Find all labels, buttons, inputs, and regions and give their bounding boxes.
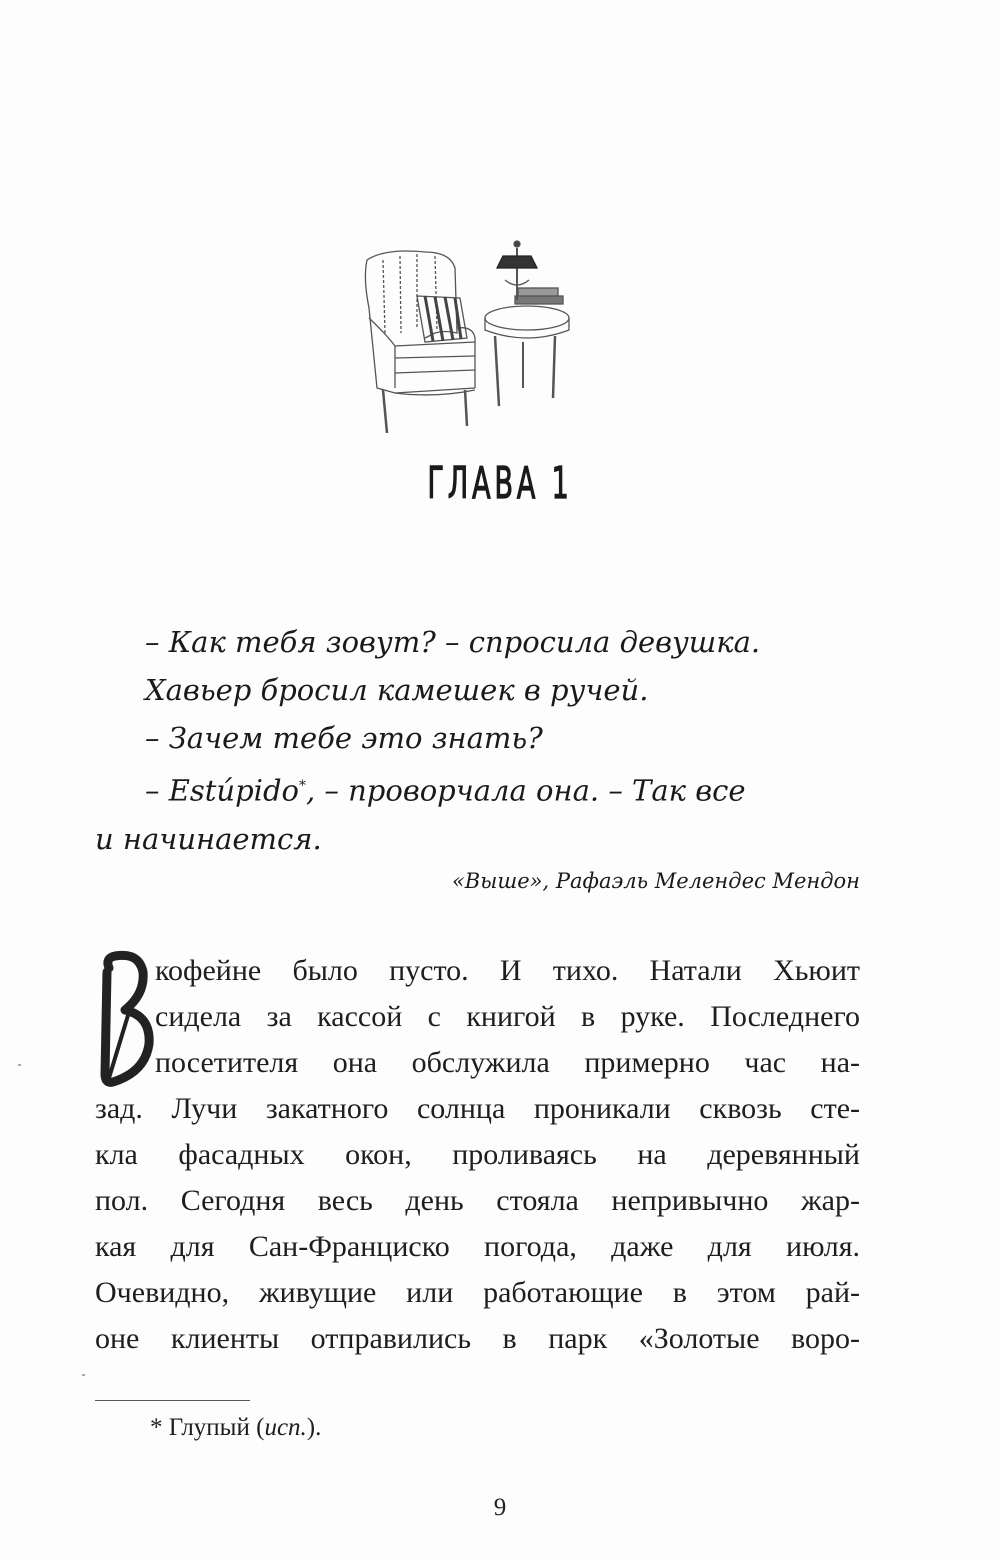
- body-text: [95, 948, 860, 1362]
- epigraph-line: Хавьер бросил камешек в ручей.: [145, 673, 649, 707]
- footnote-text: ).: [306, 1414, 322, 1441]
- paragraph-line: кла фасадных окон, проливаясь на деревянный: [95, 1138, 860, 1171]
- epigraph-line: [95, 762, 860, 815]
- footnote-abbreviation: исп.: [264, 1414, 307, 1441]
- paragraph-line: кая для Сан-Франциско погода, даже для июля.: [95, 1230, 860, 1263]
- paragraph-line: оне клиенты отправились в парк «Золотые воро-: [95, 1322, 860, 1355]
- chapter-illustration: [355, 238, 570, 438]
- paragraph-line: пол. Сегодня весь день стояла непривычно жар-: [95, 1184, 860, 1217]
- paragraph-line: сидела за кассой с книгой в руке. Последнего: [155, 1000, 860, 1033]
- chapter-title: ГЛАВА 1: [427, 458, 573, 509]
- armchair-table-lamp-icon: [355, 238, 570, 438]
- paragraph-line: зад. Лучи закатного солнца проникали сквозь сте-: [95, 1092, 860, 1125]
- footnote-marker: *: [298, 778, 306, 794]
- epigraph-text: – Estúpido: [145, 773, 299, 808]
- epigraph-line: – Как тебя зовут? – спросила девушка.: [145, 625, 761, 659]
- epigraph: [95, 618, 860, 899]
- epigraph-source: «Выше», Рафаэль Мелендес Мендон: [451, 868, 860, 893]
- dropcap-letter: [95, 950, 155, 1090]
- print-speck: [18, 1064, 21, 1066]
- footnote: [150, 1414, 321, 1442]
- epigraph-line: – Зачем тебе это знать?: [145, 721, 543, 755]
- page-number: 9: [493, 1494, 507, 1521]
- epigraph-line: и начинается.: [95, 821, 322, 856]
- epigraph-text: , – проворчала она. – Так все: [305, 773, 746, 808]
- paragraph-line: Очевидно, живущие или работающие в этом рай-: [95, 1276, 860, 1309]
- footnote-text: * Глупый (: [150, 1414, 265, 1441]
- paragraph-line: посетителя она обслужила примерно час на-: [155, 1046, 860, 1079]
- footnote-divider: [95, 1400, 250, 1401]
- print-speck: [82, 1374, 85, 1376]
- paragraph-line: кофейне было пусто. И тихо. Натали Хьюит: [155, 954, 860, 987]
